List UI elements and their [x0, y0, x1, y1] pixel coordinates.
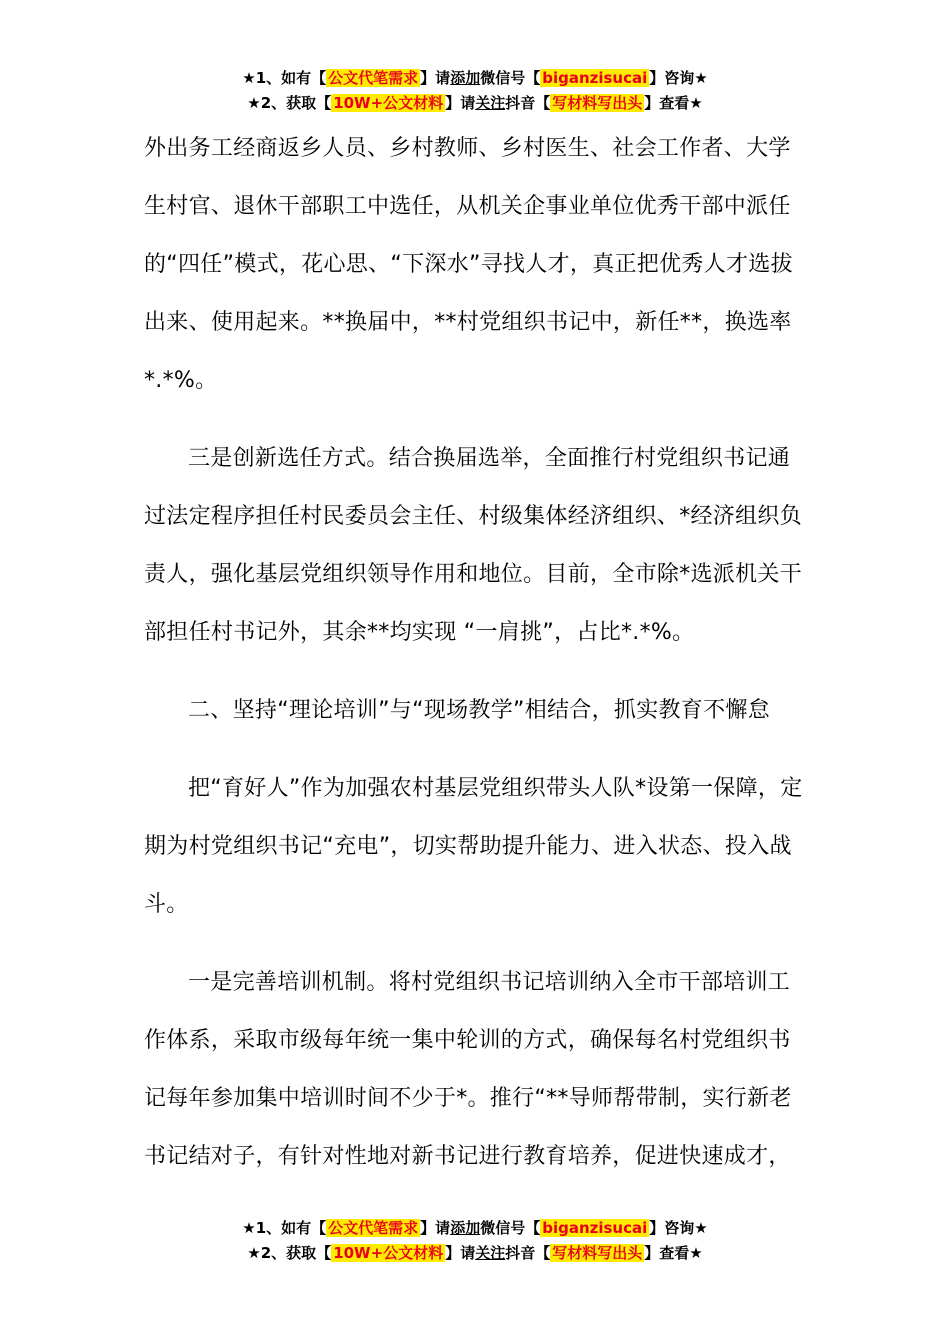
- header-banner: [0, 66, 950, 116]
- banner-douyin-id: 写材料写出头: [552, 1244, 643, 1262]
- banner-text: 】请: [445, 1244, 476, 1262]
- banner-underlined: 关注: [475, 1244, 506, 1262]
- banner-text: 微信号【: [480, 69, 541, 87]
- banner-text: 抖音【: [505, 94, 551, 112]
- banner-text: 】查看★: [644, 1244, 703, 1262]
- footer-banner: [0, 1216, 950, 1266]
- banner-line-1: [0, 66, 950, 91]
- banner-highlight: 10W+公文材料: [333, 1244, 444, 1262]
- banner-wechat-id: biganzisucai: [542, 69, 648, 87]
- banner-line-2: [0, 1241, 950, 1266]
- document-body: [144, 120, 808, 1186]
- banner-underlined: 添加: [450, 1219, 481, 1237]
- paragraph: 把“育好人”作为加强农村基层党组织带头人队*设第一保障，定期为村党组织书记“充电”，切实帮助提升能力、进入状态、投入战斗。: [144, 776, 803, 917]
- banner-text: ★2、获取【: [247, 1244, 332, 1262]
- banner-text: ★1、如有【: [242, 1219, 327, 1237]
- banner-wechat-id: biganzisucai: [542, 1219, 648, 1237]
- banner-douyin-id: 写材料写出头: [552, 94, 643, 112]
- banner-text: 微信号【: [480, 1219, 541, 1237]
- paragraph: 一是完善培训机制。将村党组织书记培训纳入全市干部培训工作体系，采取市级每年统一集中轮训的方式，确保每名村党组织书记每年参加集中培训时间不少于*。推行“**导师帮带制，实行新老书记结对子，有针对性地对新书记进行教育培养，促进快速成才，: [144, 970, 792, 1169]
- banner-text: ★1、如有【: [242, 69, 327, 87]
- banner-highlight: 公文代笔需求: [328, 69, 419, 87]
- banner-line-2: [0, 91, 950, 116]
- banner-line-1: [0, 1216, 950, 1241]
- banner-text: 】请: [420, 69, 451, 87]
- banner-text: ★2、获取【: [247, 94, 332, 112]
- banner-text: 】咨询★: [649, 69, 708, 87]
- banner-underlined: 关注: [475, 94, 506, 112]
- banner-text: 】查看★: [644, 94, 703, 112]
- banner-text: 】请: [420, 1219, 451, 1237]
- paragraph: 三是创新选任方式。结合换届选举，全面推行村党组织书记通过法定程序担任村民委员会主任、村级集体经济组织、*经济组织负责人，强化基层党组织领导作用和地位。目前，全市除*选派机关干部担任村书记外，其余**均实现 “一肩挑”，占比*.*%。: [144, 446, 803, 645]
- banner-highlight: 10W+公文材料: [333, 94, 444, 112]
- banner-text: 抖音【: [505, 1244, 551, 1262]
- banner-text: 】请: [445, 94, 476, 112]
- banner-highlight: 公文代笔需求: [328, 1219, 419, 1237]
- banner-underlined: 添加: [450, 69, 481, 87]
- banner-text: 】咨询★: [649, 1219, 708, 1237]
- paragraph: 外出务工经商返乡人员、乡村教师、乡村医生、社会工作者、大学生村官、退休干部职工中选任，从机关企事业单位优秀干部中派任的“四任”模式，花心思、“下深水”寻找人才，真正把优秀人才选拔出来、使用起来。**换届中，**村党组织书记中，新任**，换选率*.*%。: [144, 136, 793, 393]
- section-heading: 二、坚持“理论培训”与“现场教学”相结合，抓实教育不懈怠: [188, 698, 770, 723]
